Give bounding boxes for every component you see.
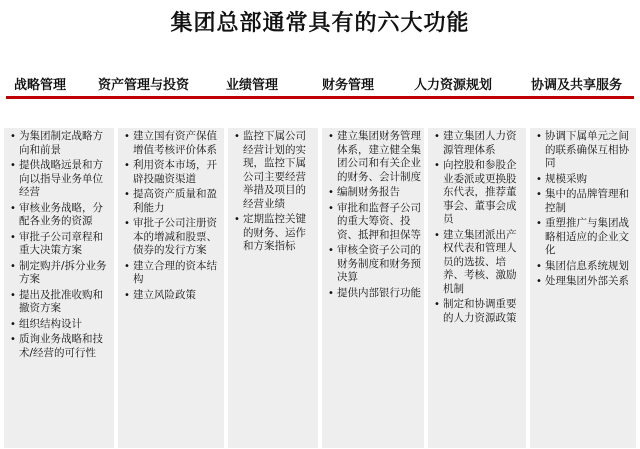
header-coordination-shared-services: 协调及共享服务	[531, 78, 623, 93]
bullet-icon: •	[124, 289, 130, 301]
bullet-icon: •	[536, 131, 542, 142]
header-strategy: 战略管理	[14, 78, 67, 93]
list-item: • 建立集团派出产权代表和管理人员的选拔、培养、考核、激励机制	[434, 228, 517, 295]
list-item: • 审批子公司注册资本的增减和股票、债券的发行方案	[124, 217, 217, 256]
list-item: • 审核全资子公司的财务制度和财务预决算	[328, 244, 421, 283]
bullet-icon: •	[124, 218, 130, 229]
list-item: • 审核业务战略，分配各业务的资源	[10, 201, 103, 227]
list-item: • 建立国有资产保值增值考核评价体系	[124, 130, 217, 156]
header-hr-planning: 人力资源规划	[414, 78, 493, 93]
list-item: • 重塑推广与集团战略相适应的企业文化	[536, 217, 629, 256]
bullet-icon: •	[328, 202, 334, 214]
bullet-icon: •	[434, 229, 440, 241]
list-item: • 监控下属公司经营计划的实现，监控下属公司主要经营举措及项目的经营业绩	[234, 130, 306, 210]
bullet-icon: •	[328, 245, 334, 256]
bullet-icon: •	[434, 160, 440, 171]
bullet-icon: •	[328, 287, 334, 299]
bullet-icon: •	[10, 260, 16, 272]
bullet-icon: •	[234, 131, 240, 142]
bullet-icon: •	[536, 218, 542, 229]
bullet-icon: •	[434, 299, 440, 310]
list-item: • 建立风险政策	[124, 288, 196, 301]
list-item: • 提高资产质量和盈利能力	[124, 188, 217, 214]
bullet-icon: •	[328, 131, 334, 142]
bullet-icon: •	[536, 260, 542, 272]
list-item: • 提出及批准收购和撤资方案	[10, 288, 103, 314]
column-performance	[228, 128, 318, 448]
bullet-icon: •	[10, 334, 16, 345]
header-assets-investment: 资产管理与投资	[98, 78, 190, 93]
list-item: • 向控股和参股企业委派或更换股东代表，推荐董事会、董事会成员	[434, 159, 517, 225]
list-item: • 集中的品牌管理和控制	[536, 188, 629, 214]
bullet-icon: •	[10, 202, 16, 214]
column-strategy	[4, 128, 114, 448]
header-performance: 业绩管理	[226, 78, 279, 93]
bullet-icon: •	[10, 160, 16, 171]
list-item: • 为集团制定战略方向和前景	[10, 130, 103, 156]
bullet-icon: •	[124, 131, 130, 142]
list-item: • 组织结构设计	[10, 317, 82, 330]
page-title: 集团总部通常具有的六大功能	[170, 10, 470, 36]
bullet-icon: •	[536, 173, 542, 185]
list-item: • 建立合理的资本结构	[124, 259, 217, 285]
bullet-icon: •	[536, 276, 542, 287]
column-hr-planning	[428, 128, 526, 448]
column-assets-investment	[118, 128, 224, 448]
bullet-icon: •	[124, 260, 130, 272]
list-item: • 审批和监督子公司的重大筹资、投资、抵押和担保等	[328, 201, 421, 241]
bullet-icon: •	[124, 160, 130, 171]
bullet-icon: •	[10, 231, 16, 243]
bullet-icon: •	[10, 131, 16, 142]
function-header-bar	[6, 70, 634, 94]
list-item: • 利用资本市场，开辟投融资渠道	[124, 159, 217, 185]
list-item: • 规模采购	[536, 172, 587, 185]
list-item: • 质询业务战略和技术/经营的可行性	[10, 333, 103, 359]
list-item: • 审批子公司章程和重大决策方案	[10, 230, 103, 256]
list-item: • 制定和协调重要的人力资源政策	[434, 298, 517, 324]
column-finance	[322, 128, 424, 448]
list-item: • 集团信息系统规划	[536, 259, 629, 272]
header-finance: 财务管理	[322, 78, 375, 93]
bullet-icon: •	[434, 131, 440, 142]
list-item: • 编制财务报告	[328, 186, 400, 198]
list-item: • 提供内部银行功能	[328, 286, 421, 299]
list-item: • 定期监控关键的财务、运作和方案指标	[234, 213, 306, 252]
bullet-icon: •	[10, 289, 16, 301]
list-item: • 处理集团外部关系	[536, 275, 629, 287]
bullet-icon: •	[536, 189, 542, 200]
header-divider	[6, 96, 634, 99]
list-item: • 制定购并/拆分业务方案	[10, 259, 107, 285]
bullet-icon: •	[234, 214, 240, 225]
bullet-icon: •	[124, 189, 130, 200]
column-coordination-shared-services	[530, 128, 636, 448]
list-item: • 协调下属单元之间的联系确保互相协同	[536, 130, 629, 169]
list-item: • 建立集团人力资源管理体系	[434, 130, 517, 156]
bullet-icon: •	[10, 318, 16, 330]
bullet-icon: •	[328, 187, 334, 198]
list-item: • 建立集团财务管理体系，建立健全集团公司和有关企业的财务、会计制度	[328, 130, 421, 183]
list-item: • 提供战略远景和方向以指导业务单位经营	[10, 159, 103, 198]
